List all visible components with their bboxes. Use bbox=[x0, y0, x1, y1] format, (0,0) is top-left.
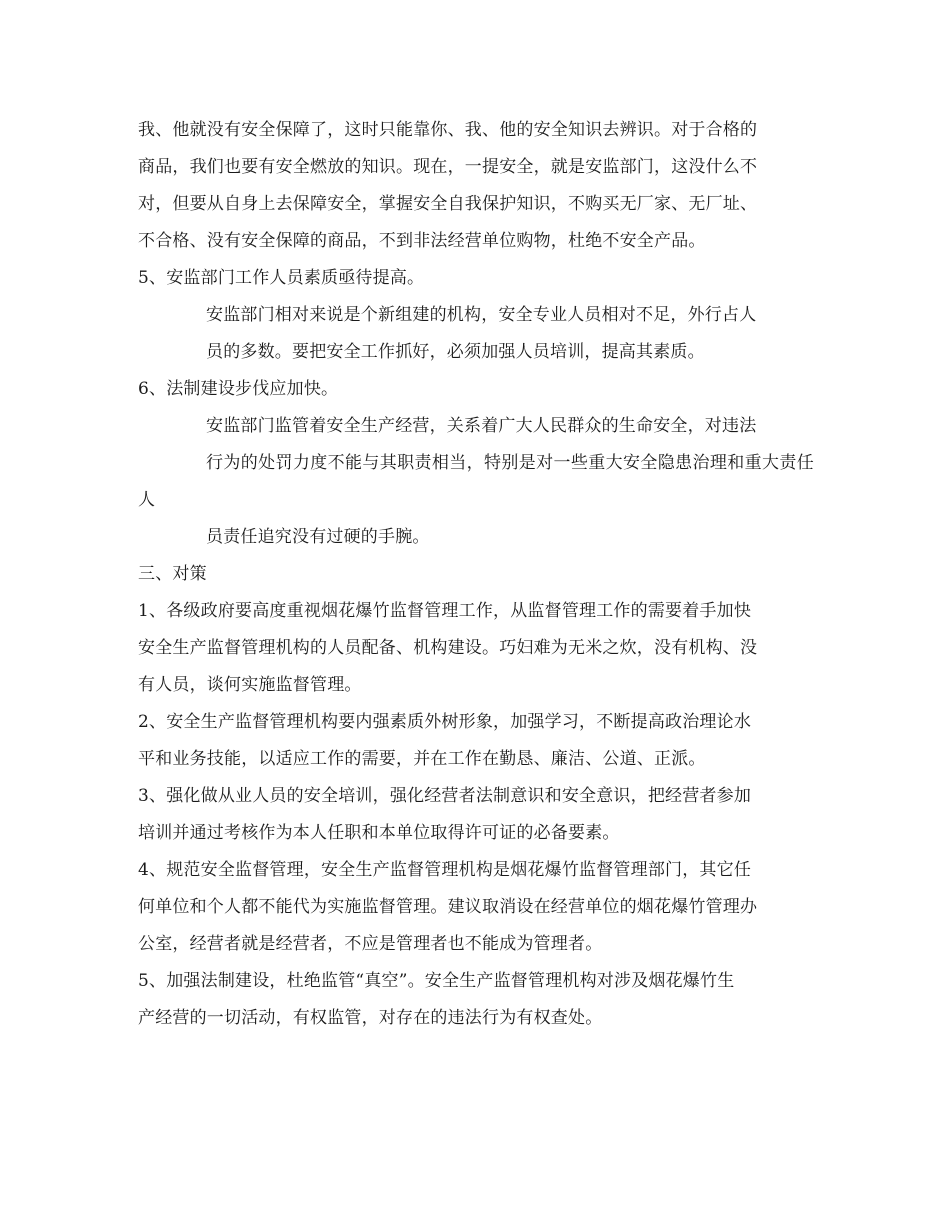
text-line: 三、对策 bbox=[138, 564, 207, 584]
text-line: 2、安全生产监督管理机构要内强素质外树形象，加强学习，不断提高政治理论水 bbox=[138, 712, 752, 732]
text-line: 安监部门相对来说是个新组建的机构，安全专业人员相对不足，外行占人 bbox=[206, 305, 757, 325]
paragraph-p9 bbox=[138, 778, 814, 852]
text-line: 商品，我们也要有安全燃放的知识。现在，一提安全，就是安监部门，这没什么不 bbox=[138, 157, 758, 177]
text-line: 1、各级政府要高度重视烟花爆竹监督管理工作，从监督管理工作的需要着手加快 bbox=[138, 601, 752, 621]
text-line: 我、他就没有安全保障了，这时只能靠你、我、他的安全知识去辨识。对于合格的 bbox=[138, 120, 758, 140]
paragraph-p6 bbox=[138, 556, 814, 593]
paragraph-p2 bbox=[138, 260, 814, 297]
text-line: 5、加强法制建设，杜绝监管“真空”。安全生产监督管理机构对涉及烟花爆竹生 bbox=[138, 971, 735, 991]
text-line: 员的多数。要把安全工作抓好，必须加强人员培训，提高其素质。 bbox=[206, 342, 705, 362]
text-line: 6、法制建设步伐应加快。 bbox=[138, 379, 339, 399]
text-line: 对，但要从自身上去保障安全，掌握安全自我保护知识，不购买无厂家、无厂址、 bbox=[138, 194, 758, 214]
text-line: 员责任追究没有过硬的手腕。 bbox=[206, 527, 430, 547]
text-line: 安监部门监管着安全生产经营，关系着广大人民群众的生命安全，对违法 bbox=[206, 416, 757, 436]
paragraph-p5 bbox=[138, 408, 814, 556]
document-body bbox=[138, 112, 814, 1037]
text-line: 行为的处罚力度不能与其职责相当，特别是对一些重大安全隐患治理和重大责任人 bbox=[138, 453, 814, 510]
paragraph-p11 bbox=[138, 963, 814, 1037]
paragraph-p3 bbox=[138, 297, 814, 371]
text-line: 有人员，谈何实施监督管理。 bbox=[138, 675, 362, 695]
text-line: 安全生产监督管理机构的人员配备、机构建设。巧妇难为无米之炊，没有机构、没 bbox=[138, 638, 758, 658]
text-line: 公室，经营者就是经营者，不应是管理者也不能成为管理者。 bbox=[138, 934, 603, 954]
paragraph-p4 bbox=[138, 371, 814, 408]
paragraph-p7 bbox=[138, 593, 814, 704]
text-line: 4、规范安全监督管理，安全生产监督管理机构是烟花爆竹监督管理部门，其它任 bbox=[138, 860, 752, 880]
text-line: 产经营的一切活动，有权监管，对存在的违法行为有权查处。 bbox=[138, 1008, 603, 1028]
paragraph-p1 bbox=[138, 112, 814, 260]
text-line: 何单位和个人都不能代为实施监督管理。建议取消设在经营单位的烟花爆竹管理办 bbox=[138, 897, 758, 917]
text-line: 3、强化做从业人员的安全培训，强化经营者法制意识和安全意识，把经营者参加 bbox=[138, 786, 752, 806]
paragraph-p8 bbox=[138, 704, 814, 778]
text-line: 5、安监部门工作人员素质亟待提高。 bbox=[138, 268, 425, 288]
text-line: 不合格、没有安全保障的商品，不到非法经营单位购物，杜绝不安全产品。 bbox=[138, 231, 706, 251]
paragraph-p10 bbox=[138, 852, 814, 963]
text-line: 平和业务技能，以适应工作的需要，并在工作在勤恳、廉洁、公道、正派。 bbox=[138, 749, 706, 769]
text-line: 培训并通过考核作为本人任职和本单位取得许可证的必备要素。 bbox=[138, 823, 620, 843]
